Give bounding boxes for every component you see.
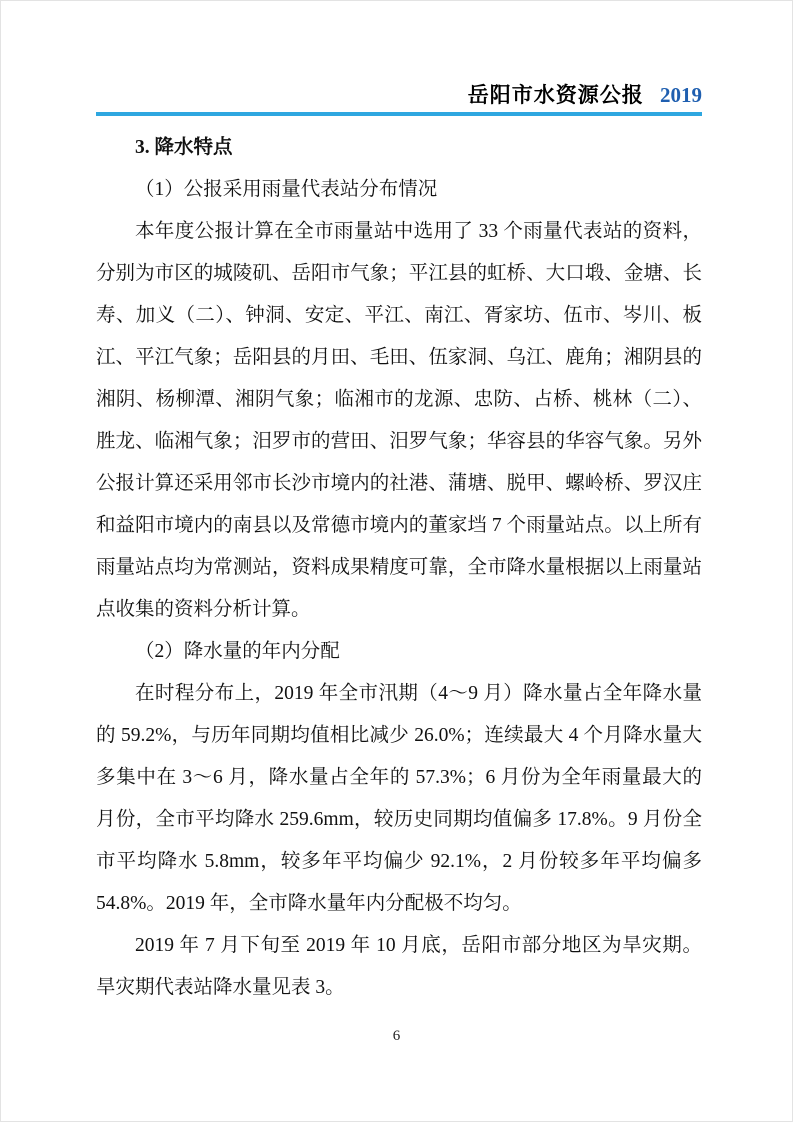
subheading-annual-distribution: （2）降水量的年内分配 — [135, 641, 340, 662]
document-body — [96, 127, 702, 1009]
document-header — [96, 79, 702, 109]
page-number: 6 — [392, 1028, 401, 1044]
paragraph-annual-distribution: 在时程分布上，2019 年全市汛期（4～9 月）降水量占全年降水量的 59.2%，与历年同期均值相比减少 26.0%；连续最大 4 个月降水量大多集中在 3～6 月，降水量占全年的 57.3%；6 月份为全年雨量最大的月份，全市平均降水 259.6mm，较历史同期均值偏多 17.8%。9 月份全市平均降水 5.8mm，较多年平均偏少 92.1%，2 月份较多年平均偏多 54.8%。2019 年，全市降水量年内分配极不均匀。 — [96, 683, 702, 914]
section-heading: 3. 降水特点 — [135, 137, 233, 158]
report-year: 2019 — [660, 83, 702, 107]
paragraph-drought-period: 2019 年 7 月下旬至 2019 年 10 月底，岳阳市部分地区为旱灾期。旱灾期代表站降水量见表 3。 — [96, 935, 702, 998]
subheading-rain-station-distribution: （1）公报采用雨量代表站分布情况 — [135, 179, 438, 200]
page-footer — [1, 1028, 792, 1045]
report-title: 岳阳市水资源公报 — [467, 83, 644, 107]
header-divider — [96, 112, 702, 116]
paragraph-rain-stations: 本年度公报计算在全市雨量站中选用了 33 个雨量代表站的资料，分别为市区的城陵矶、岳阳市气象；平江县的虹桥、大口塅、金塘、长寿、加义（二）、钟洞、安定、平江、南江、胥家坊、伍市、岑川、板江、平江气象；岳阳县的月田、毛田、伍家洞、乌江、鹿角；湘阴县的湘阴、杨柳潭、湘阴气象；临湘市的龙源、忠防、占桥、桃林（二）、胜龙、临湘气象；汨罗市的营田、汨罗气象；华容县的华容气象。另外公报计算还采用邻市长沙市境内的社港、蒲塘、脱甲、螺岭桥、罗汉庄和益阳市境内的南县以及常德市境内的董家垱 7 个雨量站点。以上所有雨量站点均为常测站，资料成果精度可靠，全市降水量根据以上雨量站点收集的资料分析计算。 — [96, 221, 702, 620]
